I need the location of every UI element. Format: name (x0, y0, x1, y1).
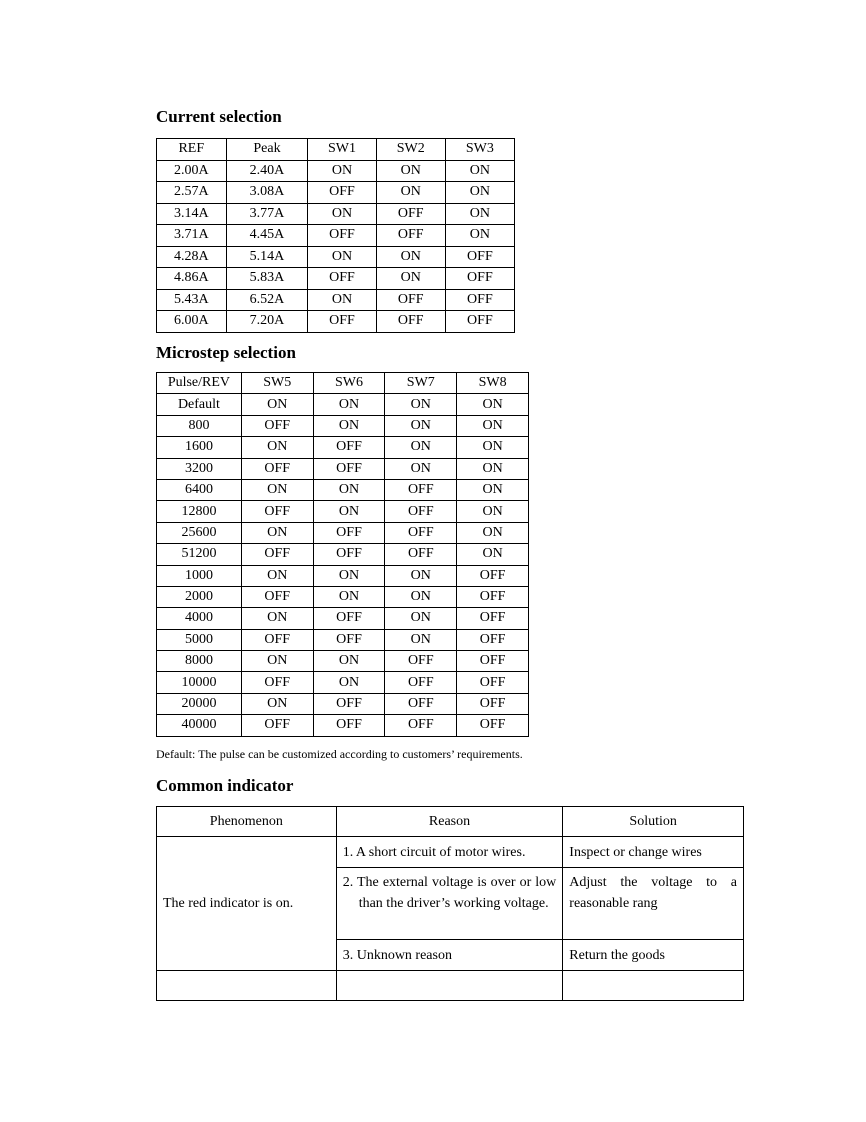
column-header: SW7 (385, 373, 457, 394)
table-cell: OFF (376, 311, 445, 333)
table-cell: ON (241, 693, 313, 714)
common-indicator-heading: Common indicator (156, 776, 294, 795)
table-cell: ON (457, 501, 529, 522)
table-cell: OFF (385, 479, 457, 500)
table-cell: 40000 (157, 715, 242, 736)
empty-cell (336, 971, 563, 1001)
table-row (157, 651, 529, 672)
table-cell: 7.20A (226, 311, 308, 333)
table-cell: OFF (457, 715, 529, 736)
table-cell: OFF (376, 289, 445, 311)
table-cell: 4.28A (157, 246, 227, 268)
table-cell: ON (376, 182, 445, 204)
table-cell: 5.14A (226, 246, 308, 268)
table-cell: OFF (241, 458, 313, 479)
table-cell: ON (376, 246, 445, 268)
table-cell: ON (385, 415, 457, 436)
table-cell: ON (241, 437, 313, 458)
table-cell: 1600 (157, 437, 242, 458)
table-cell: 800 (157, 415, 242, 436)
table-cell: 5000 (157, 629, 242, 650)
table-cell: ON (308, 289, 376, 311)
table-row (157, 586, 529, 607)
table-cell: ON (457, 479, 529, 500)
table-cell: 20000 (157, 693, 242, 714)
table-cell: ON (241, 651, 313, 672)
table-cell: OFF (313, 458, 385, 479)
column-header: SW5 (241, 373, 313, 394)
table-cell: ON (445, 182, 514, 204)
table-cell: OFF (308, 268, 376, 290)
table-cell: ON (376, 160, 445, 182)
table-cell: 3.77A (226, 203, 308, 225)
table-cell: ON (241, 608, 313, 629)
table-cell: ON (313, 586, 385, 607)
table-cell: OFF (308, 182, 376, 204)
table-row (157, 501, 529, 522)
table-cell: 6400 (157, 479, 242, 500)
table-row (157, 289, 515, 311)
table-cell: OFF (457, 651, 529, 672)
column-header: Pulse/REV (157, 373, 242, 394)
solution-cell: Return the goods (563, 940, 744, 971)
empty-cell (563, 971, 744, 1001)
table-cell: ON (385, 394, 457, 415)
table-cell: Default (157, 394, 242, 415)
column-header: SW8 (457, 373, 529, 394)
table-header-row (157, 373, 529, 394)
current-selection-heading: Current selection (156, 107, 282, 126)
table-cell: 5.43A (157, 289, 227, 311)
table-cell: 6.52A (226, 289, 308, 311)
table-cell: OFF (313, 629, 385, 650)
table-cell: OFF (445, 289, 514, 311)
table-row (157, 672, 529, 693)
table-cell: ON (457, 394, 529, 415)
table-cell: OFF (313, 693, 385, 714)
table-row (157, 479, 529, 500)
table-row (157, 629, 529, 650)
table-cell: OFF (241, 629, 313, 650)
table-cell: OFF (241, 586, 313, 607)
table-cell: ON (313, 394, 385, 415)
reason-cell: 2. The external voltage is over or low than the driver’s working voltage. (336, 868, 563, 940)
table-row (157, 394, 529, 415)
table-cell: 3.14A (157, 203, 227, 225)
table-cell: 4000 (157, 608, 242, 629)
table-cell: ON (308, 246, 376, 268)
table-cell: OFF (241, 501, 313, 522)
table-cell: ON (385, 458, 457, 479)
table-cell: OFF (376, 225, 445, 247)
table-cell: OFF (313, 437, 385, 458)
table-cell: ON (376, 268, 445, 290)
table-row (157, 837, 744, 868)
table-cell: OFF (308, 311, 376, 333)
reason-cell: 1. A short circuit of motor wires. (336, 837, 563, 868)
table-cell: 12800 (157, 501, 242, 522)
table-row (157, 715, 529, 736)
table-cell: 3.08A (226, 182, 308, 204)
table-cell: OFF (457, 608, 529, 629)
table-cell: OFF (457, 693, 529, 714)
table-cell: ON (308, 203, 376, 225)
table-cell: ON (241, 565, 313, 586)
table-header-row (157, 807, 744, 837)
table-header-row (157, 139, 515, 161)
table-cell: OFF (385, 672, 457, 693)
table-cell: OFF (445, 268, 514, 290)
column-header: SW6 (313, 373, 385, 394)
table-cell: 3200 (157, 458, 242, 479)
table-cell: OFF (385, 715, 457, 736)
empty-cell (157, 971, 337, 1001)
column-header: SW1 (308, 139, 376, 161)
table-row (157, 203, 515, 225)
table-cell: 2.57A (157, 182, 227, 204)
microstep-selection-heading: Microstep selection (156, 343, 296, 362)
table-cell: OFF (445, 311, 514, 333)
table-row (157, 565, 529, 586)
table-cell: OFF (457, 586, 529, 607)
table-cell: ON (313, 651, 385, 672)
table-cell: OFF (313, 608, 385, 629)
table-row (157, 415, 529, 436)
table-cell: ON (457, 544, 529, 565)
table-cell: OFF (385, 522, 457, 543)
table-cell: 6.00A (157, 311, 227, 333)
table-cell: OFF (241, 715, 313, 736)
table-cell: ON (445, 203, 514, 225)
solution-cell: Adjust the voltage to a reasonable rang (563, 868, 744, 940)
table-row (157, 225, 515, 247)
table-cell: 2.00A (157, 160, 227, 182)
table-row (157, 544, 529, 565)
table-cell: OFF (385, 651, 457, 672)
table-row (157, 458, 529, 479)
table-cell: ON (457, 437, 529, 458)
table-cell: ON (308, 160, 376, 182)
table-cell: 5.83A (226, 268, 308, 290)
table-row (157, 268, 515, 290)
table-cell: ON (385, 608, 457, 629)
current-selection-table (156, 138, 515, 333)
table-cell: ON (313, 501, 385, 522)
table-cell: ON (445, 160, 514, 182)
table-cell: OFF (376, 203, 445, 225)
table-cell: ON (241, 479, 313, 500)
table-cell: OFF (457, 672, 529, 693)
table-row (157, 608, 529, 629)
table-cell: ON (385, 565, 457, 586)
table-cell: OFF (313, 715, 385, 736)
microstep-selection-table (156, 372, 529, 737)
table-cell: OFF (445, 246, 514, 268)
table-cell: OFF (241, 544, 313, 565)
table-cell: ON (457, 458, 529, 479)
table-cell: OFF (308, 225, 376, 247)
column-header: REF (157, 139, 227, 161)
reason-header: Reason (336, 807, 563, 837)
table-cell: OFF (241, 672, 313, 693)
table-cell: ON (385, 437, 457, 458)
phenomenon-header: Phenomenon (157, 807, 337, 837)
column-header: Peak (226, 139, 308, 161)
table-cell: 4.86A (157, 268, 227, 290)
table-cell: ON (313, 479, 385, 500)
column-header: SW3 (445, 139, 514, 161)
table-cell: OFF (457, 629, 529, 650)
table-row (157, 437, 529, 458)
pulse-customization-note: Default: The pulse can be customized according to customers’ requirements. (156, 747, 523, 761)
solution-header: Solution (563, 807, 744, 837)
table-cell: OFF (385, 544, 457, 565)
table-cell: 25600 (157, 522, 242, 543)
table-cell: 1000 (157, 565, 242, 586)
table-cell: ON (457, 522, 529, 543)
table-cell: ON (313, 415, 385, 436)
table-cell: 10000 (157, 672, 242, 693)
table-cell: ON (385, 586, 457, 607)
table-cell: ON (313, 565, 385, 586)
column-header: SW2 (376, 139, 445, 161)
table-row-empty (157, 971, 744, 1001)
table-cell: ON (241, 522, 313, 543)
table-cell: OFF (385, 501, 457, 522)
table-cell: 2.40A (226, 160, 308, 182)
table-row (157, 246, 515, 268)
table-cell: ON (241, 394, 313, 415)
table-row (157, 522, 529, 543)
table-cell: 4.45A (226, 225, 308, 247)
table-cell: OFF (241, 415, 313, 436)
reason-cell: 3. Unknown reason (336, 940, 563, 971)
table-cell: 3.71A (157, 225, 227, 247)
table-row (157, 311, 515, 333)
phenomenon-cell: The red indicator is on. (157, 837, 337, 971)
table-cell: 8000 (157, 651, 242, 672)
common-indicator-table (156, 806, 744, 1001)
table-cell: 2000 (157, 586, 242, 607)
table-row (157, 693, 529, 714)
table-cell: OFF (385, 693, 457, 714)
table-cell: OFF (313, 522, 385, 543)
table-row (157, 160, 515, 182)
table-cell: ON (445, 225, 514, 247)
solution-cell: Inspect or change wires (563, 837, 744, 868)
table-cell: ON (385, 629, 457, 650)
table-cell: 51200 (157, 544, 242, 565)
table-cell: ON (313, 672, 385, 693)
table-cell: OFF (457, 565, 529, 586)
table-cell: OFF (313, 544, 385, 565)
table-cell: ON (457, 415, 529, 436)
table-row (157, 182, 515, 204)
